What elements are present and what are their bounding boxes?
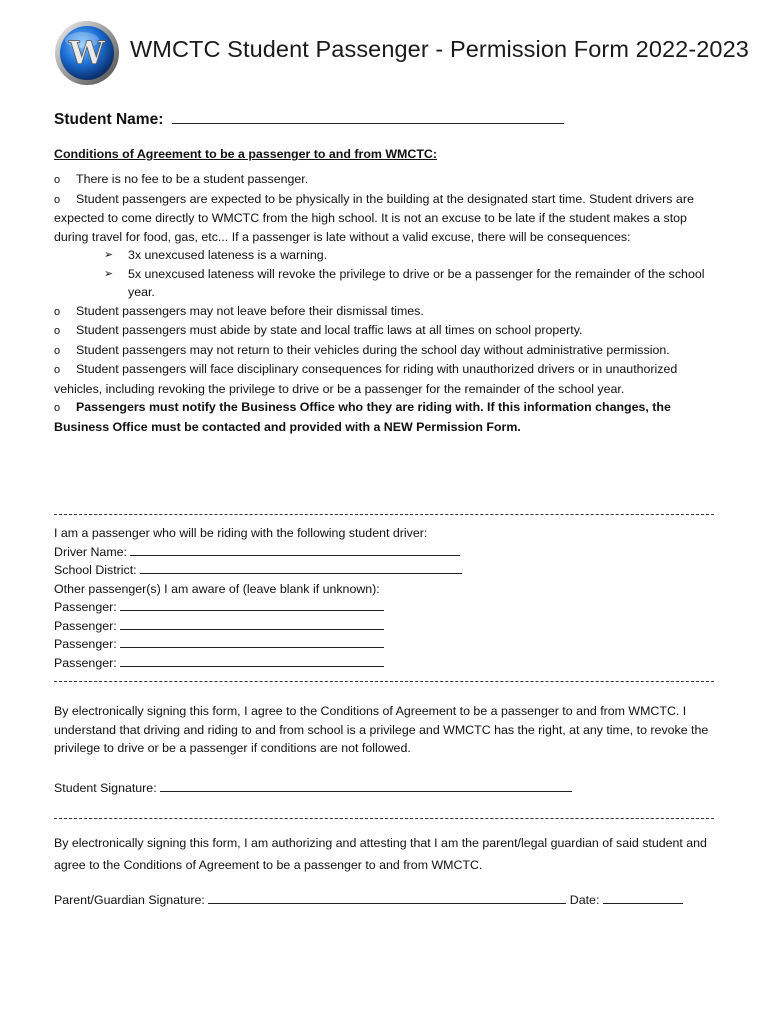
- parent-signature-field[interactable]: [208, 891, 566, 904]
- passenger-field[interactable]: [120, 598, 384, 611]
- form-title: WMCTC Student Passenger - Permission Form 2022-2023: [130, 36, 749, 62]
- passenger-field[interactable]: [120, 617, 384, 630]
- section-divider: [54, 818, 714, 819]
- student-agreement-text: By electronically signing this form, I agree to the Conditions of Agreement to be a passenger to and from WMCTC. I understand that driving and riding to and from school is a privilege and WMCTC has the right, at any time, to revoke the privilege to drive or be a passenger if conditions are not followed.: [54, 704, 709, 755]
- wmctc-logo-icon: [54, 20, 120, 86]
- passenger-row: Passenger:: [54, 617, 462, 636]
- section-divider: [54, 514, 714, 515]
- condition-item: o Student passengers may not leave before their dismissal times.: [54, 303, 424, 318]
- driver-intro: I am a passenger who will be riding with the following student driver:: [54, 526, 428, 540]
- driver-name-field[interactable]: [130, 543, 460, 556]
- student-signature-row: Student Signature:: [54, 779, 572, 795]
- student-signature-field[interactable]: [160, 779, 572, 792]
- condition-sub-item: ➢ 5x unexcused lateness will revoke the privilege to drive or be a passenger for the remainder of the school year.: [104, 266, 705, 299]
- condition-item: o Student passengers will face disciplinary consequences for riding with unauthorized drivers or in unauthorized vehicles, including revoking the privilege to drive or be a passenger for the remainder of the school year.: [54, 362, 678, 396]
- driver-section: [54, 524, 462, 672]
- passenger-row: Passenger:: [54, 635, 462, 654]
- condition-item: o Student passengers are expected to be physically in the building at the designated start time. Student drivers are expected to come directly to WMCTC from the high school. It is not an excuse to be late if the student makes a stop during travel for food, gas, etc... If a passenger is late without a valid excuse, there will be consequences:: [54, 191, 694, 244]
- school-district-field[interactable]: [140, 561, 462, 574]
- student-name-label: Student Name:: [54, 111, 164, 128]
- conditions-heading: Conditions of Agreement to be a passenger to and from WMCTC:: [54, 147, 437, 161]
- date-label: Date:: [569, 893, 600, 907]
- condition-item-important: o Passengers must notify the Business Office who they are riding with. If this information changes, the Business Office must be contacted and provided with a NEW Permission Form.: [54, 400, 671, 434]
- driver-name-row: Driver Name:: [54, 543, 462, 562]
- parent-signature-row: Parent/Guardian Signature: Date:: [54, 891, 683, 907]
- student-name-row: [54, 111, 564, 129]
- condition-sub-item: ➢ 3x unexcused lateness is a warning.: [54, 246, 719, 265]
- condition-item: o There is no fee to be a student passenger.: [54, 172, 309, 186]
- school-district-row: School District:: [54, 561, 462, 580]
- parent-agreement-text: By electronically signing this form, I am authorizing and attesting that I am the parent/legal guardian of said student and agree to the Conditions of Agreement to be a passenger to and from WMCTC.: [54, 836, 707, 872]
- passenger-row: Passenger:: [54, 654, 462, 673]
- date-field[interactable]: [603, 891, 683, 904]
- passenger-field[interactable]: [120, 654, 384, 667]
- svg-text:W: W: [69, 34, 105, 72]
- condition-item: o Student passengers may not return to their vehicles during the school day without administrative permission.: [54, 342, 670, 357]
- conditions-list: [54, 170, 719, 436]
- section-divider: [54, 681, 714, 682]
- arrow-bullet-icon: ➢: [104, 267, 114, 280]
- passenger-row: Passenger:: [54, 598, 462, 617]
- passenger-field[interactable]: [120, 635, 384, 648]
- arrow-bullet-icon: ➢: [104, 249, 114, 261]
- condition-item: o Student passengers must abide by state and local traffic laws at all times on school property.: [54, 323, 583, 337]
- student-name-field[interactable]: [172, 111, 564, 124]
- other-passengers-label: Other passenger(s) I am aware of (leave blank if unknown):: [54, 581, 380, 596]
